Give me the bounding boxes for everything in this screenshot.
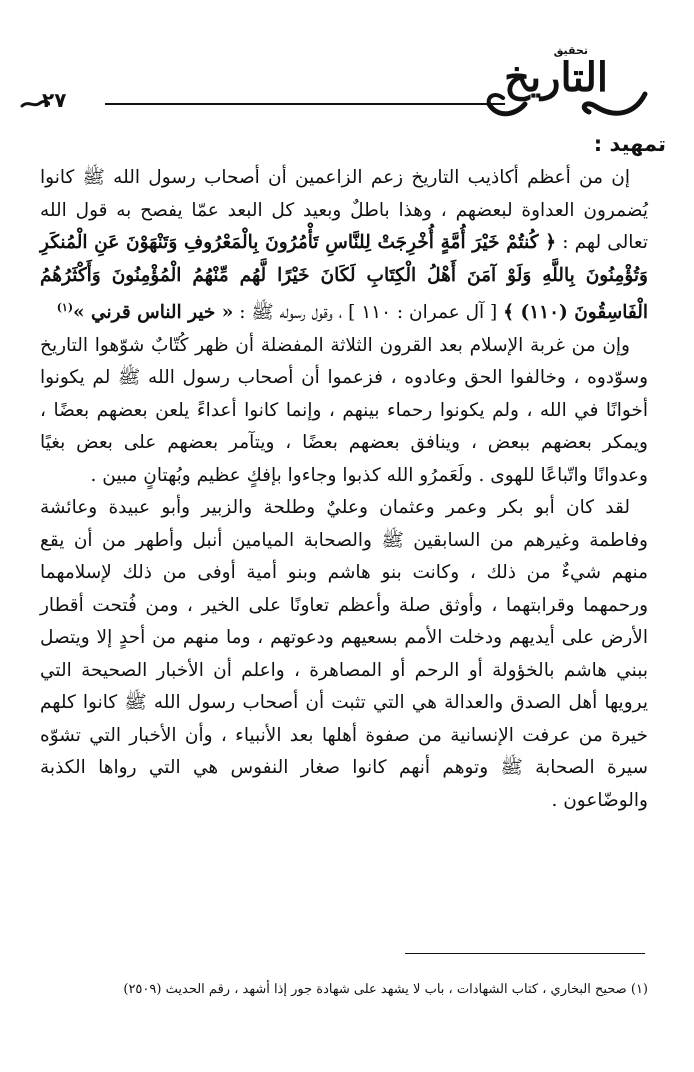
quran-verse: ﴿ كُنتُمْ خَيْرَ أُمَّةٍ أُخْرِجَتْ لِلنَّاسِ تَأْمُرُونَ بِالْمَعْرُوفِ وَتَنْهَوْنَ عَنِ الْمُنكَرِ وَتُؤْمِنُونَ بِاللَّهِ وَلَوْ آمَنَ أَهْلُ الْكِتَابِ لَكَانَ خَيْرًا لَّهُم مِّنْهُمُ الْمُؤْمِنُونَ وَأَكْثَرُهُمُ الْفَاسِقُونَ (١١٠) ﴾: [40, 232, 648, 324]
footnote: [38, 980, 648, 1000]
book-title: التاريخ: [504, 54, 608, 101]
header-rule: [105, 103, 505, 105]
footnote-number: (١): [630, 982, 648, 997]
main-text: [40, 130, 666, 817]
page-number: ٢٧: [42, 88, 67, 112]
verse-reference: [ آل عمران : ١١٠ ] ، وقول رسوله ﷺ :: [239, 302, 498, 324]
calligraphy-swash-icon: [485, 74, 650, 124]
paragraph: لقد كان أبو بكر وعمر وعثمان وعليٌ وطلحة والزبير وأبو عبيدة وعائشة وفاطمة وغيرهم من السابقين ﷺ والصحابة الميامين أنبل وأطهر من أن يقع منهم شيءٌ من ذلك ، وكانت بنو هاشم وبنو أمية أوفى من ذلك لإسلامهما ورحمهما وقرابتهما ، وأوثق صلة وأعظم تعاونًا على الخير ، ومن فُتحت أقطار الأرض على أيديهم ودخلت الأمم بسعيهم ودعوتهم ، وما منهم من أحدٍ إلا ويتصل ببني هاشم بالخؤولة أو الرحم أو المصاهرة ، واعلم أن الأخبار الصحيحة التي يرويها أهل الصدق والعدالة هي التي تثبت أن أصحاب رسول الله ﷺ كانوا كلهم خيرة من عرفت الإنسانية من صفوة أهلها بعد الأنبياء ، وأن الأخبار التي تشوّه سيرة الصحابة ﷺ وتوهم أنهم كانوا صغار النفوس هي التي رواها الكذبة والوضّاعون .: [40, 497, 648, 811]
paragraph-text: إن من أعظم أكاذيب التاريخ زعم الزاعمين أن أصحاب رسول الله ﷺ كانوا يُضمرون العداوة لبعضهم ، وهذا باطلٌ وبعيد كل البعد عمّا يفصح به قول الله تعالى لهم :: [40, 167, 648, 253]
footnote-text: صحيح البخاري ، كتاب الشهادات ، باب لا يشهد على شهادة جور إذا أشهد ، رقم الحديث: [165, 982, 627, 997]
book-title-logo: [485, 40, 650, 125]
paragraph: وإن من غربة الإسلام بعد القرون الثلاثة المفضلة أن ظهر كُتّابٌ شوّهوا التاريخ وسوّدوه ، وخالفوا الحق وعادوه ، فزعموا أن أصحاب رسول الله ﷺ لم يكونوا أخوانًا في الله ، ولم يكونوا رحماء بينهم ، وإنما كانوا أعداءً يلعن بعضهم بعضًا ، ويمكر بعضهم ببعض ، وينافق بعضهم بعضًا ، ويتآمر بعضهم على بعض بغيًا وعدوانًا واتّباعًا للهوى . ولَعَمرُو الله كذبوا وجاءوا بإفكٍ عظيم وبُهتانٍ مبين .: [40, 334, 648, 486]
section-heading: تمهيد :: [593, 132, 666, 156]
footnote-marker: (١): [56, 301, 74, 314]
book-subtitle: تحقيق: [553, 44, 588, 57]
hadith-quote: « خير الناس قرني »: [73, 302, 234, 324]
footnote-hadith-number: (٢٥٠٩): [123, 982, 162, 997]
paragraph: [40, 162, 648, 330]
page-header: [20, 40, 660, 125]
footnote-separator: [405, 953, 645, 954]
